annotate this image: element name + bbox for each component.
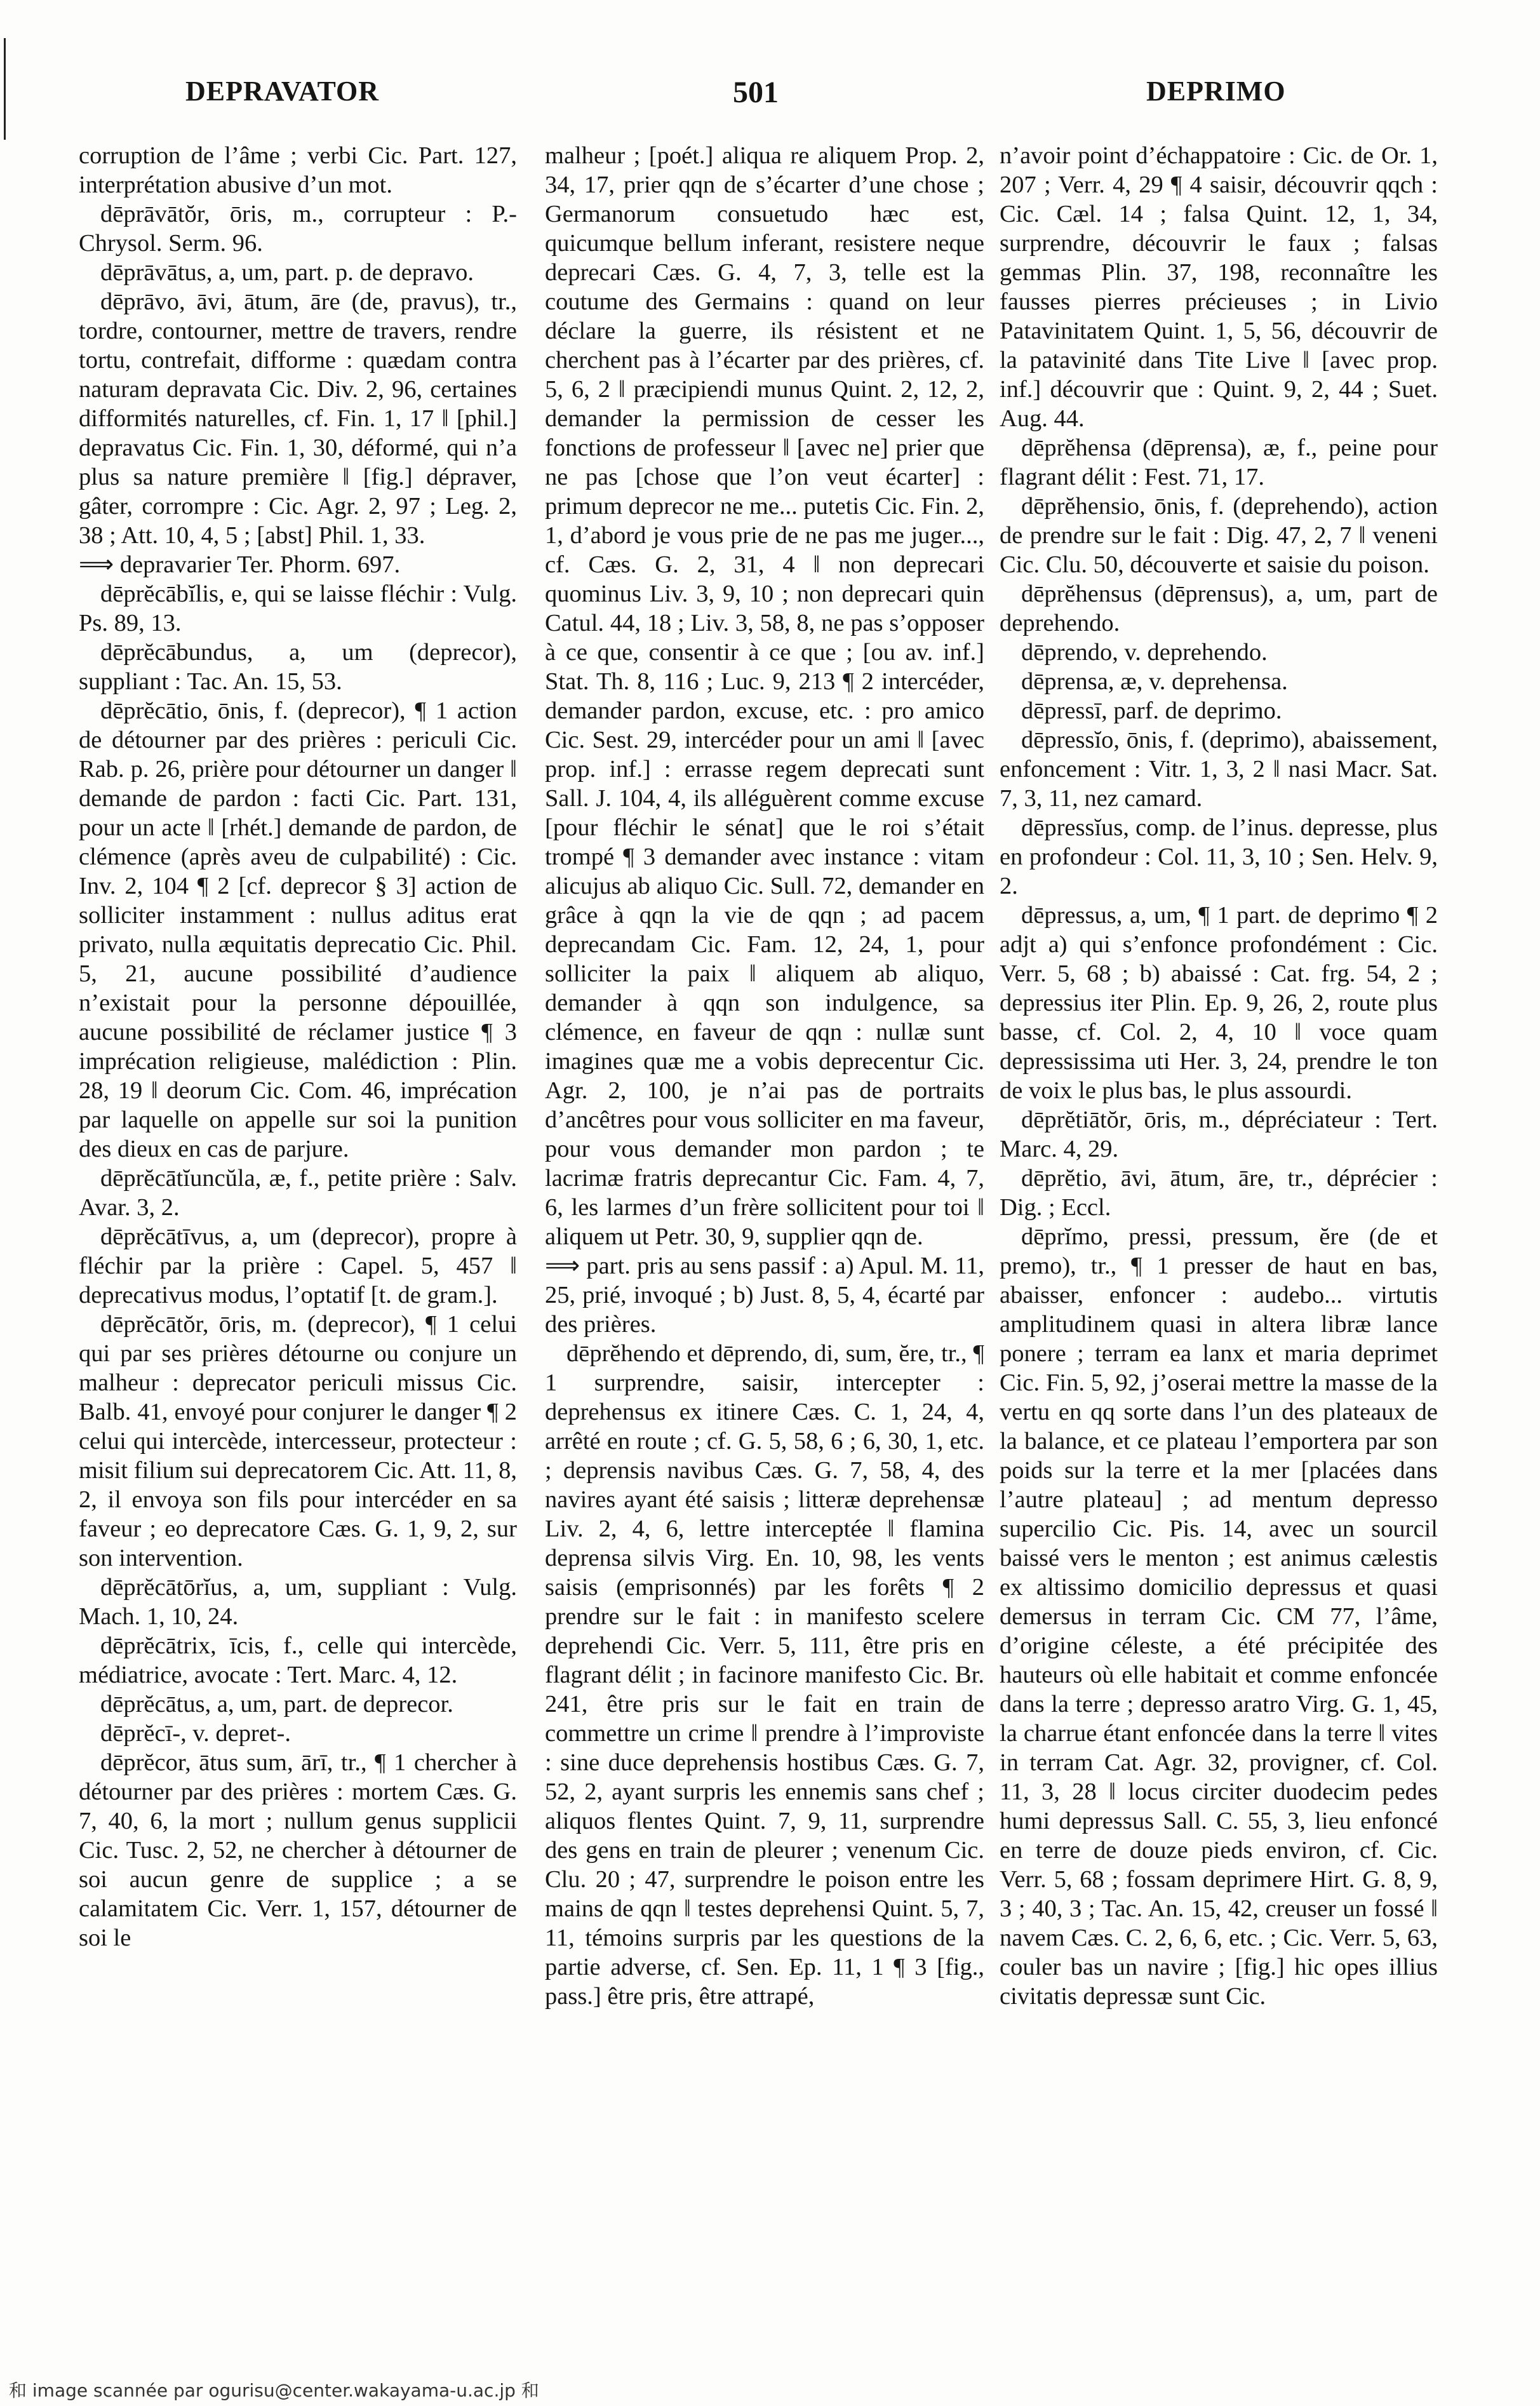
entry-continuation: ⟹ depravarier Ter. Phorm. 697.: [79, 551, 401, 578]
entry-continuation: corruption de l’âme ; verbi Cic. Part. 127, interprétation abusive d’un mot.: [79, 142, 517, 198]
dictionary-column-left: [79, 141, 517, 2351]
entry-continuation: n’avoir point d’échappatoire : Cic. de Or. 1, 207 ; Verr. 4, 29 ¶ 4 saisir, découvrir qqch : Cic. Cæl. 14 ; falsa Quint. 12, 1, 34, surprendre, découvrir le faux ; falsas gemmas Plin. 37, 198, reconnaître les fausses pierres précieuses ; in Livio Patavinitatem Quint. 1, 5, 56, découvrir de la patavinité dans Tite Live ‖ [avec prop. inf.] découvrir que : Quint. 9, 2, 44 ; Suet. Aug. 44.: [1000, 142, 1438, 432]
dictionary-column-right: [1000, 141, 1438, 2351]
scan-credit-footer: [0, 2377, 1540, 2402]
dictionary-entry: dēprĕcātŏr, ōris, m. (deprecor), ¶ 1 celui qui par ses prières détourne ou conjure un malheur : deprecator periculi missus Cic. Balb. 41, envoyé pour conjurer le danger ¶ 2 celui qui intercède, intercesseur, protecteur : misit filium sui deprecatorem Cic. Att. 11, 8, 2, il envoya son fils pour intercéder en sa faveur ; eo deprecatore Cæs. G. 1, 9, 2, sur son intervention.: [79, 1311, 517, 1571]
dictionary-entry: dēprĕhensus (dēprensus), a, um, part de deprehendo.: [1000, 581, 1438, 636]
dictionary-entry: dēprĕcor, ātus sum, ārī, tr., ¶ 1 chercher à détourner par des prières : mortem Cæs. G. 7, 40, 6, la mort ; nullum genus supplicii Cic. Tusc. 2, 52, ne chercher à détourner de soi aucun genre de supplice ; a se calamitatem Cic. Verr. 1, 157, détourner de soi le: [79, 1749, 517, 1951]
dictionary-entry: dēprĕcābundus, a, um (deprecor), suppliant : Tac. An. 15, 53.: [79, 639, 517, 695]
dictionary-entry: dēpressĭus, comp. de l’inus. depresse, plus en profondeur : Col. 11, 3, 10 ; Sen. Helv. 9, 2.: [1000, 814, 1438, 899]
dictionary-entry: dēprĕcātōrĭus, a, um, suppliant : Vulg. Mach. 1, 10, 24.: [79, 1574, 517, 1630]
dictionary-entry: dēprĕcātĭuncŭla, æ, f., petite prière : Salv. Avar. 3, 2.: [79, 1165, 517, 1221]
dictionary-entry: dēprĕcātio, ōnis, f. (deprecor), ¶ 1 action de détourner par des prières : periculi Cic. Rab. p. 26, prière pour détourner un danger ‖ demande de pardon : facti Cic. Part. 131, pour un acte ‖ [rhét.] demande de pardon, de clémence (après aveu de culpabilité) : Cic. Inv. 2, 104 ¶ 2 [cf. deprecor § 3] action de solliciter instamment : nullus aditus erat privato, nulla æquitatis deprecatio Cic. Phil. 5, 21, aucune possibilité d’audience n’existait pour la personne dépouillée, aucune possibilité de réclamer justice ¶ 3 imprécation religieuse, malédiction : Plin. 28, 19 ‖ deorum Cic. Com. 46, imprécation par laquelle on appelle sur soi la punition des dieux en cas de parjure.: [79, 697, 517, 1162]
page-header: [0, 75, 1540, 132]
entry-continuation: ⟹ part. pris au sens passif : a) Apul. M. 11, 25, prié, invoqué ; b) Just. 8, 5, 4, écarté par des prières.: [545, 1253, 984, 1338]
dictionary-entry: dēpressī, parf. de deprimo.: [1021, 697, 1282, 724]
dictionary-entry: dēprĕhensio, ōnis, f. (deprehendo), action de prendre sur le fait : Dig. 47, 2, 7 ‖ veneni Cic. Clu. 50, découverte et saisie du poison.: [1000, 493, 1438, 578]
dictionary-entry: dēprĕtio, āvi, ātum, āre, tr., déprécier : Dig. ; Eccl.: [1000, 1165, 1438, 1221]
dictionary-entry: dēprĕcātīvus, a, um (deprecor), propre à fléchir par la prière : Capel. 5, 457 ‖ deprecativus modus, l’optatif [t. de gram.].: [79, 1223, 517, 1308]
dictionary-entry: dēprĕcātus, a, um, part. de deprecor.: [100, 1691, 453, 1717]
dictionary-entry: dēprĕcābĭlis, e, qui se laisse fléchir : Vulg. Ps. 89, 13.: [79, 581, 517, 636]
dictionary-entry: dēprāvo, āvi, ātum, āre (de, pravus), tr., tordre, contourner, mettre de travers, rendre tortu, contrefait, difforme : quædam contra naturam depravata Cic. Div. 2, 96, certaines difformités naturelles, cf. Fin. 1, 17 ‖ [phil.] depravatus Cic. Fin. 1, 30, déformé, qui n’a plus sa nature première ‖ [fig.] dépraver, gâter, corrompre : Cic. Agr. 2, 97 ; Leg. 2, 38 ; Att. 10, 4, 5 ; [abst] Phil. 1, 33.: [79, 288, 517, 549]
dictionary-column-middle: [545, 141, 984, 2351]
dictionary-entry: dēprĕcātrix, īcis, f., celle qui intercède, médiatrice, avocate : Tert. Marc. 4, 12.: [79, 1632, 517, 1688]
dictionary-entry: dēprĭmo, pressi, pressum, ĕre (de et premo), tr., ¶ 1 presser de haut en bas, abaisser, enfoncer : audebo... virtutis amplitudinem quasi in altera libræ lance ponere ; terram ea lanx et maria deprimet Cic. Fin. 5, 92, j’oserai mettre la masse de la vertu en qq sorte dans l’un des plateaux de la balance, et ce plateau l’emportera par son poids sur la terre et la mer [placées dans l’autre plateau] ; ad mentum depresso supercilio Cic. Pis. 14, avec un sourcil baissé vers le menton ; est animus cælestis ex altissimo domicilio depressus et quasi demersus in terram Cic. CM 77, l’âme, d’origine céleste, a été précipitée des hauteurs où elle habitait et comme enfoncée dans la terre ; depresso aratro Virg. G. 1, 45, la charrue étant enfoncée dans la terre ‖ vites in terram Cat. Agr. 32, provigner, cf. Col. 11, 3, 28 ‖ locus circiter duodecim pedes humi depressus Sall. C. 55, 3, lieu enfoncé en terre de douze pieds environ, cf. Cic. Verr. 5, 68 ; fossam deprimere Hirt. G. 8, 9, 3 ; 40, 3 ; Tac. An. 15, 42, creuser un fossé ‖ navem Cæs. C. 2, 6, 6, etc. ; Cic. Verr. 5, 63, couler bas un navire ; [fig.] hic opes illius civitatis depressæ sunt Cic.: [1000, 1223, 1438, 2010]
entry-continuation: malheur ; [poét.] aliqua re aliquem Prop. 2, 34, 17, prier qqn de s’écarter d’une chose ; Germanorum consuetudo hæc est, quicumque bellum inferant, resistere neque deprecari Cæs. G. 4, 7, 3, telle est la coutume des Germains : quand on leur déclare la guerre, ils résistent et ne cherchent pas à l’écarter par des prières, cf. 5, 6, 2 ‖ præcipiendi munus Quint. 2, 12, 2, demander la permission de cesser les fonctions de professeur ‖ [avec ne] prier que ne pas [chose que l’on veut écarter] : primum deprecor ne me... putetis Cic. Fin. 2, 1, d’abord je vous prie de ne pas me juger..., cf. Cæs. G. 2, 31, 4 ‖ non deprecari quominus Liv. 3, 9, 10 ; non deprecari quin Catul. 44, 18 ; Liv. 3, 58, 8, ne pas s’opposer à ce que, consentir à ce que ; [ou av. inf.] Stat. Th. 8, 116 ; Luc. 9, 213 ¶ 2 intercéder, demander pardon, excuse, etc. : pro amico Cic. Sest. 29, intercéder pour un ami ‖ [avec prop. inf.] : errasse regem deprecati sunt Sall. J. 104, 4, ils alléguèrent comme excuse [pour fléchir le sénat] que le roi s’était trompé ¶ 3 demander avec instance : vitam alicujus ab aliquo Cic. Sull. 72, demander en grâce à qqn la vie de qqn ; ad pacem deprecandam Cic. Fam. 12, 24, 1, pour solliciter la paix ‖ aliquem ab aliquo, demander à qqn son indulgence, sa clémence, en faveur de qqn : nullæ sunt imagines quæ me a vobis deprecentur Cic. Agr. 2, 100, je n’ai pas de portraits d’ancêtres pour vous solliciter en ma faveur, pour vous demander mon pardon ; te lacrimæ fratris deprecantur Cic. Fam. 4, 7, 6, les larmes d’un frère sollicitent pour toi ‖ aliquem ut Petr. 30, 9, supplier qqn de.: [545, 142, 984, 1250]
right-running-headword: DEPRIMO: [1146, 76, 1286, 107]
dictionary-entry: dēprĕtiātŏr, ōris, m., dépréciateur : Tert. Marc. 4, 29.: [1000, 1106, 1438, 1162]
dictionary-entry: dēprĕhensa (dēprensa), æ, f., peine pour flagrant délit : Fest. 71, 17.: [1000, 434, 1438, 490]
dictionary-entry: dēprāvātus, a, um, part. p. de depravo.: [100, 259, 474, 286]
dictionary-entry: dēprendo, v. deprehendo.: [1021, 639, 1268, 666]
dictionary-columns: [0, 141, 1540, 2351]
scan-credit-text: 和 image scannée par ogurisu@center.wakayama-u.ac.jp 和: [9, 2380, 539, 2401]
dictionary-entry: dēprāvātŏr, ōris, m., corrupteur : P.-Chrysol. Serm. 96.: [79, 201, 517, 257]
dictionary-entry: dēprĕhendo et dēprendo, di, sum, ĕre, tr., ¶ 1 surprendre, saisir, intercepter : deprehensus ex itinere Cæs. C. 1, 24, 4, arrêté en route ; cf. G. 5, 58, 6 ; 6, 30, 1, etc. ; deprensis navibus Cæs. G. 7, 58, 4, des navires ayant été saisis ; litteræ deprehensæ Liv. 2, 4, 6, lettre interceptée ‖ flamina deprensa silvis Virg. En. 10, 98, les vents saisis (emprisonnés) par les forêts ¶ 2 prendre sur le fait : in manifesto scelere deprehendi Cic. Verr. 5, 111, être pris en flagrant délit ; in facinore manifesto Cic. Br. 241, être pris sur le fait en train de commettre un crime ‖ prendre à l’improviste : sine duce deprehensis hostibus Cæs. G. 7, 52, 2, ayant surpris les ennemis sans chef ; aliquos flentes Quint. 7, 9, 11, surprendre des gens en train de pleurer ; venenum Cic. Clu. 20 ; 47, surprendre le poison entre les mains de qqn ‖ testes deprehensi Quint. 5, 7, 11, témoins surpris par les questions de la partie adverse, cf. Sen. Ep. 11, 1 ¶ 3 [fig., pass.] être pris, être attrapé,: [545, 1340, 984, 2010]
page-number: 501: [733, 76, 779, 109]
left-running-headword: DEPRAVATOR: [185, 76, 380, 107]
dictionary-entry: dēpressĭo, ōnis, f. (deprimo), abaissement, enfoncement : Vitr. 1, 3, 2 ‖ nasi Macr. Sat. 7, 3, 11, nez camard.: [1000, 727, 1438, 812]
dictionary-entry: dēpressus, a, um, ¶ 1 part. de deprimo ¶ 2 adjt a) qui s’enfonce profondément : Cic. Verr. 5, 68 ; b) abaissé : Cat. frg. 54, 2 ; depressius iter Plin. Ep. 9, 26, 2, route plus basse, cf. Col. 2, 4, 10 ‖ voce quam depressissima uti Her. 3, 24, prendre le ton de voix le plus bas, le plus assourdi.: [1000, 902, 1438, 1104]
dictionary-entry: dēprensa, æ, v. deprehensa.: [1021, 668, 1288, 695]
dictionary-entry: dēprĕcī-, v. depret-.: [100, 1720, 291, 1747]
